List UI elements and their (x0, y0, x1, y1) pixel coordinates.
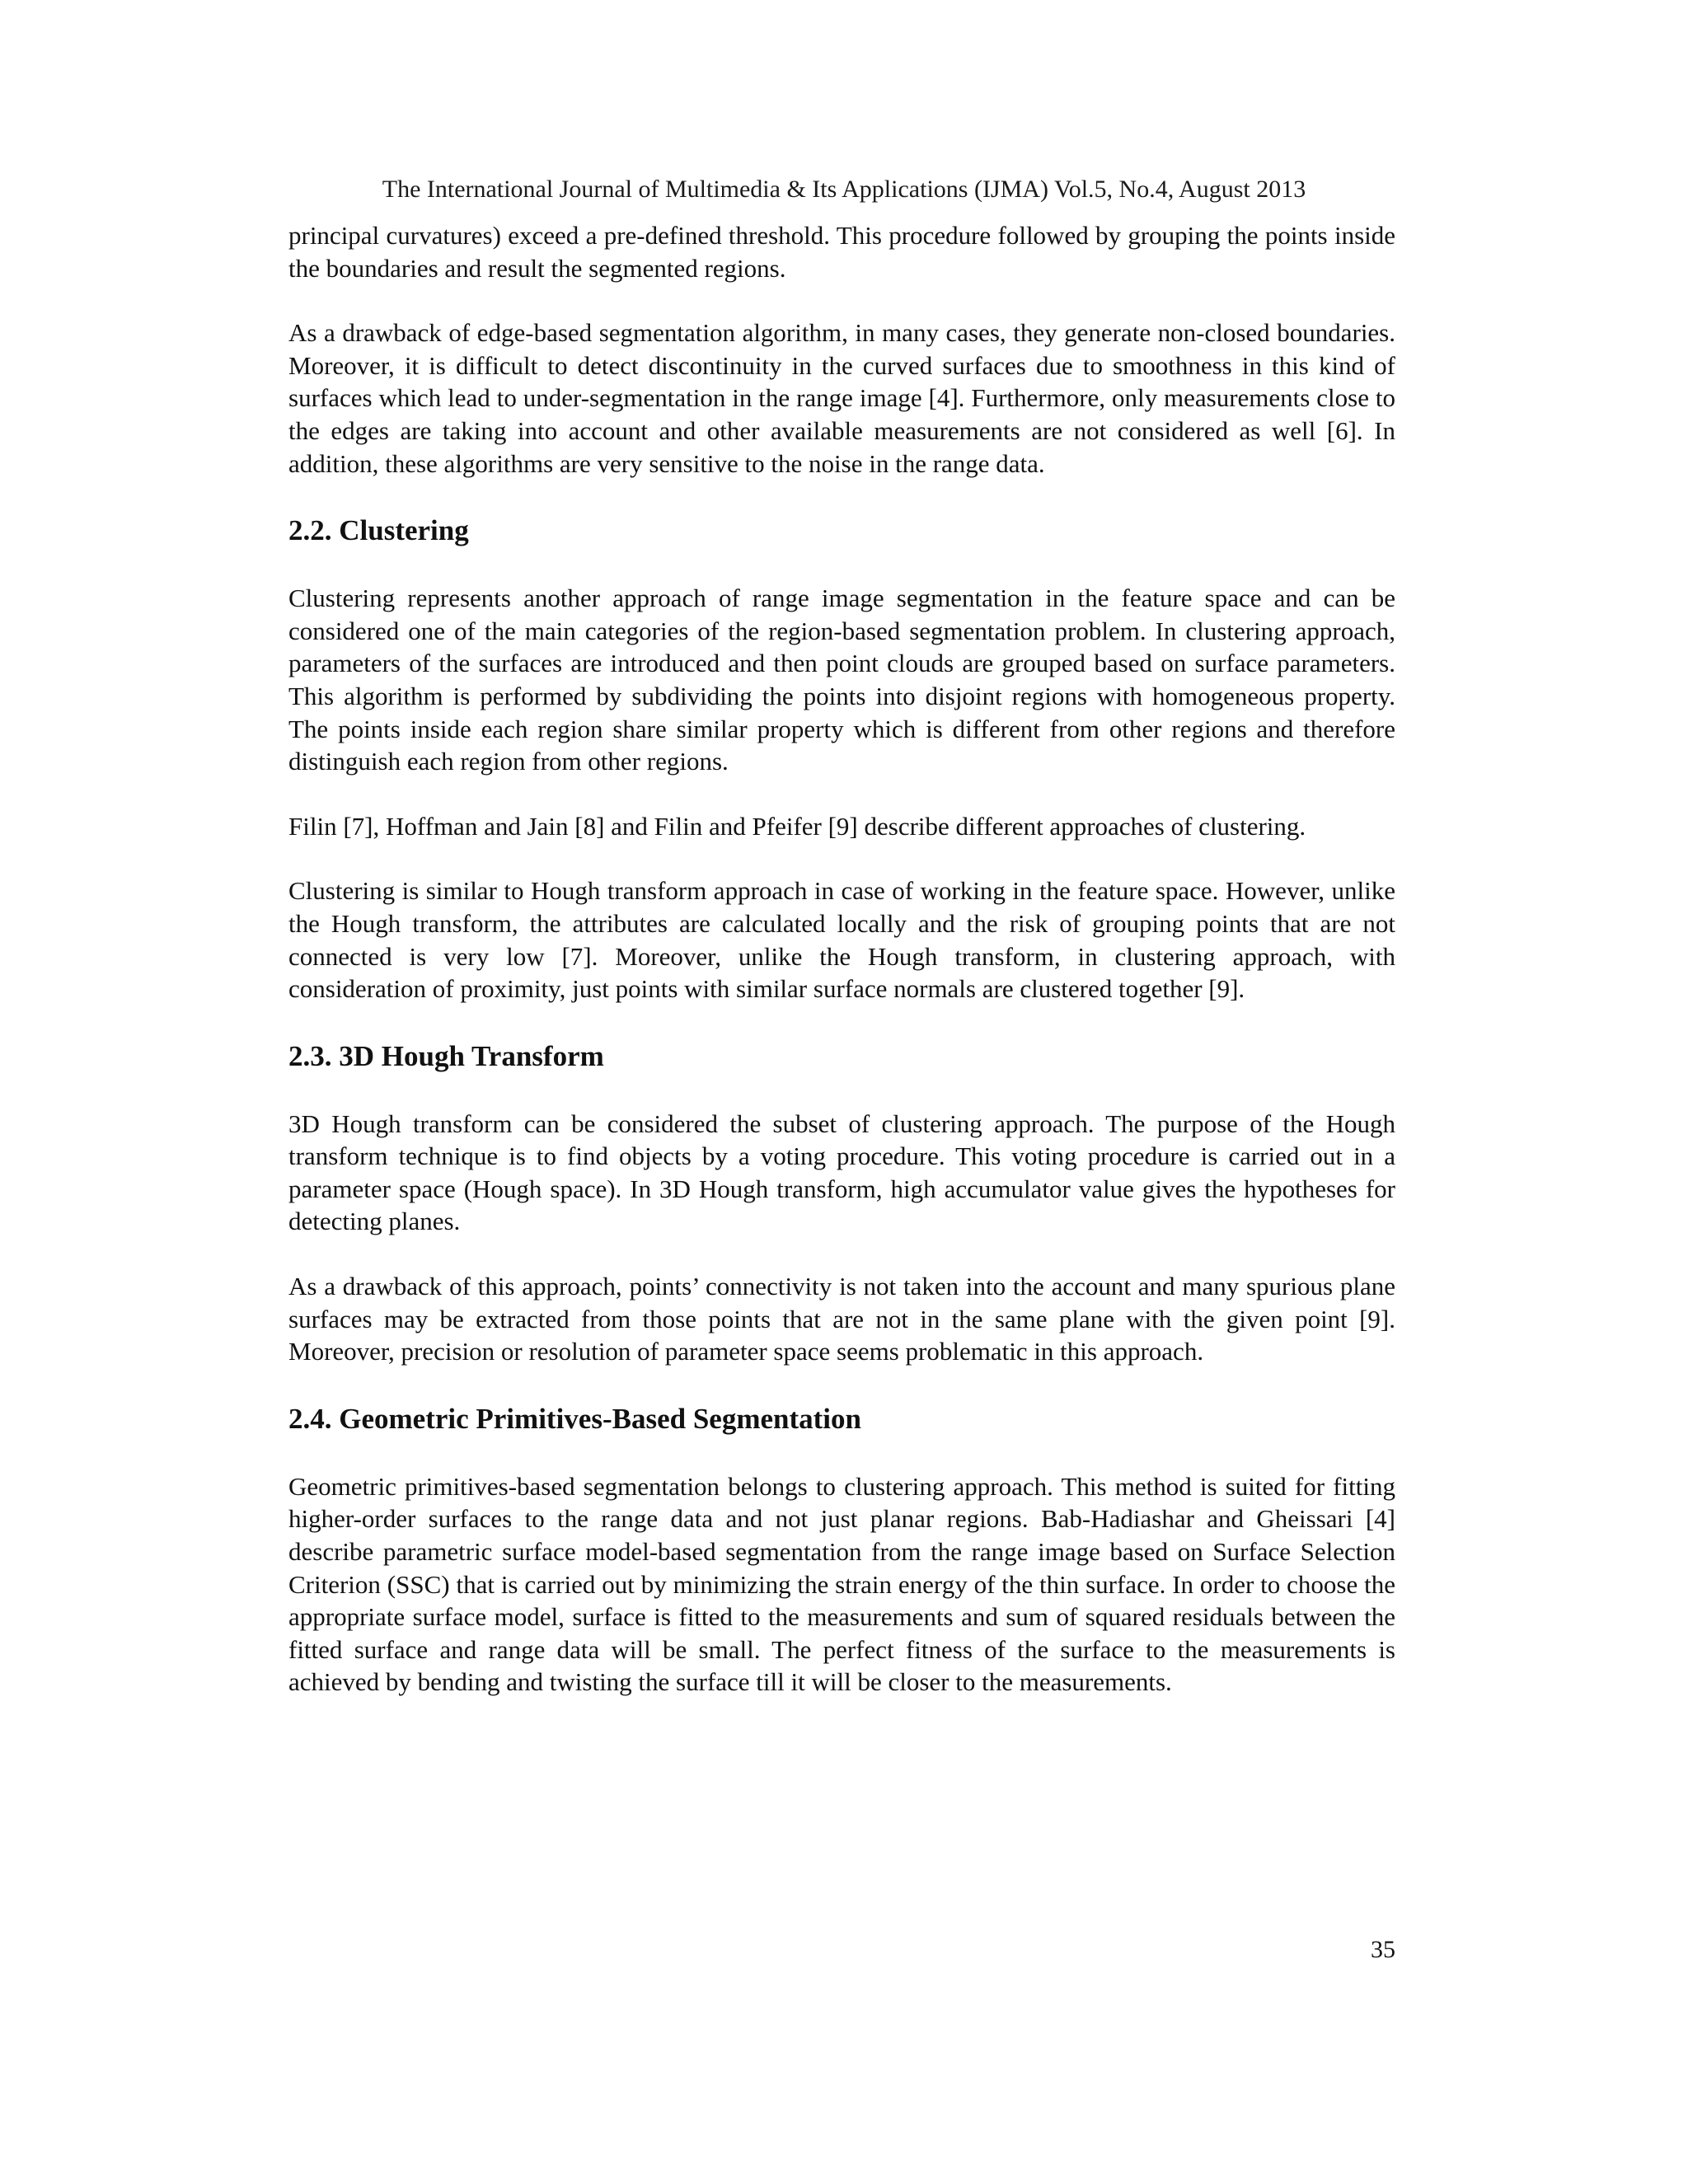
paragraph-hough-intro: 3D Hough transform can be considered the subset of clustering approach. The purpose of the Hough transform technique is to find objects by a voting procedure. This voting procedure is carried out in a parameter space (Hough space). In 3D Hough transform, high accumulator value gives the hypotheses for detecting planes. (288, 1108, 1395, 1236)
paragraph-geometric-primitives: Geometric primitives-based segmentation belongs to clustering approach. This method is suited for fitting higher-order surfaces to the range data and not just planar regions. Bab-Hadiashar and Gheissari [4] describe parametric surface model-based segmentation from the range image based on Surface Selection Criterion (SSC) that is carried out by minimizing the strain energy of the thin surface. In order to choose the appropriate surface model, surface is fitted to the measurements and sum of squared residuals between the fitted surface and range data will be small. The perfect fitness of the surface to the measurements is achieved by bending and twisting the surface till it will be closer to the measurements. (288, 1471, 1395, 1697)
paragraph-edge-drawbacks: As a drawback of edge-based segmentation algorithm, in many cases, they generate non-closed boundaries. Moreover, it is difficult to detect discontinuity in the curved surfaces due to smoothness in this kind of surfaces which lead to under-segmentation in the range image [4]. Furthermore, only measurements close to the edges are taking into account and other available measurements are not considered as well [6]. In addition, these algorithms are very sensitive to the noise in the range data. (288, 318, 1395, 478)
running-header: The International Journal of Multimedia & Its Applications (IJMA) Vol.5, No.4, August 2013 (382, 176, 1306, 203)
paragraph-clustering-intro: Clustering represents another approach of range image segmentation in the feature space and can be considered one of the main categories of the region-based segmentation problem. In clustering approach, parameters of the surfaces are introduced and then point clouds are grouped based on surface parameters. This algorithm is performed by subdividing the points into disjoint regions with homogeneous property. The points inside each region share similar property which is different from other regions and therefore distinguish each region from other regions. (288, 583, 1395, 776)
paragraph-clustering-references: Filin [7], Hoffman and Jain [8] and Filin and Pfeifer [9] describe different approaches of clustering. (288, 811, 1306, 841)
section-heading-clustering: 2.2. Clustering (288, 514, 469, 547)
body-text (288, 219, 1395, 1731)
page-number: 35 (1371, 1936, 1395, 1963)
paragraph-clustering-vs-hough: Clustering is similar to Hough transform approach in case of working in the feature space. However, unlike the Hough transform, the attributes are calculated locally and the risk of grouping points that are not connected is very low [7]. Moreover, unlike the Hough transform, in clustering approach, with consideration of proximity, just points with similar surface normals are clustered together [9]. (288, 876, 1395, 1004)
section-heading-hough: 2.3. 3D Hough Transform (288, 1039, 604, 1072)
paragraph-curvature-threshold: principal curvatures) exceed a pre-defined threshold. This procedure followed by grouping the points inside the boundaries and result the segmented regions. (288, 221, 1395, 283)
paragraph-hough-drawbacks: As a drawback of this approach, points’ connectivity is not taken into the account and many spurious plane surfaces may be extracted from those points that are not in the same plane with the given point [9]. Moreover, precision or resolution of parameter space seems problematic in this approach. (288, 1272, 1395, 1366)
section-heading-geometric-primitives: 2.4. Geometric Primitives-Based Segmentation (288, 1402, 861, 1435)
